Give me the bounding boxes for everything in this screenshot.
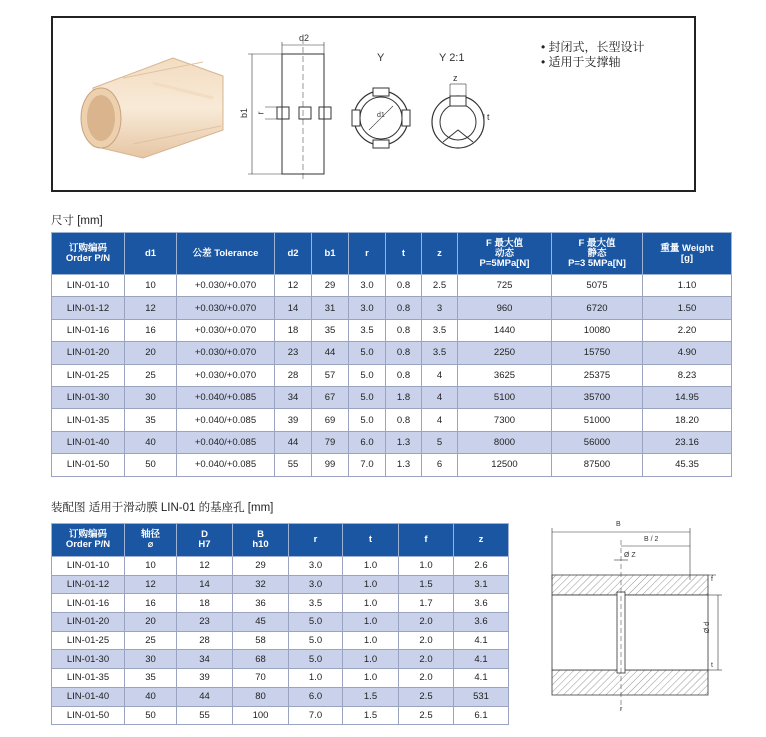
table-cell: 6.1 — [454, 706, 509, 725]
label-d1: d1 — [377, 112, 385, 119]
table-cell: 44 — [177, 687, 233, 706]
table-cell: 2.0 — [399, 631, 454, 650]
table-cell: 25 — [125, 631, 177, 650]
table-cell: 1.3 — [386, 454, 422, 476]
column-header — [422, 233, 458, 275]
label-f: f — [711, 576, 713, 583]
column-header-line: P=3 5MPa[N] — [568, 257, 626, 269]
table-cell: LIN-01-10 — [52, 275, 125, 297]
table-cell: 3.5 — [422, 342, 458, 364]
table-row — [52, 631, 509, 650]
table-cell: 15750 — [552, 342, 643, 364]
table-header-row — [52, 233, 732, 275]
table-cell: 5 — [422, 431, 458, 453]
table-cell: 531 — [454, 687, 509, 706]
label-z: z — [453, 73, 458, 83]
table-cell: 18.20 — [643, 409, 732, 431]
table-cell: 0.8 — [386, 319, 422, 341]
column-header-line: [g] — [680, 252, 694, 264]
table-cell: 1.3 — [386, 431, 422, 453]
table-cell: LIN-01-30 — [52, 386, 125, 408]
table-cell: 6720 — [552, 297, 643, 319]
table-cell: 3.6 — [454, 613, 509, 632]
table-cell: 79 — [312, 431, 349, 453]
table-cell: 39 — [275, 409, 312, 431]
table-cell: 28 — [275, 364, 312, 386]
column-header-line: t — [368, 534, 373, 545]
table-row — [52, 454, 732, 476]
column-header-line: F 最大值 — [578, 237, 616, 249]
table-row — [52, 431, 732, 453]
table-cell: 1.50 — [643, 297, 732, 319]
table-cell: 34 — [275, 386, 312, 408]
table-cell: 45 — [233, 613, 289, 632]
table-cell: +0.030/+0.070 — [177, 364, 275, 386]
table-cell: 12500 — [458, 454, 552, 476]
table-cell: 99 — [312, 454, 349, 476]
table-cell: 1.0 — [343, 650, 399, 669]
table-cell: 23 — [177, 613, 233, 632]
feature-list — [541, 40, 645, 70]
label-t: t — [487, 112, 490, 122]
feature-item: • 封闭式，长型设计 — [541, 40, 645, 54]
column-header — [125, 524, 177, 557]
table-cell: LIN-01-30 — [52, 650, 125, 669]
table-cell: 12 — [125, 297, 177, 319]
table-cell: 2.0 — [399, 613, 454, 632]
table-cell: 35 — [125, 409, 177, 431]
table-cell: 5075 — [552, 275, 643, 297]
table-cell: 25 — [125, 364, 177, 386]
table-row — [52, 613, 509, 632]
column-header-line: B — [257, 529, 264, 540]
table-cell: 10 — [125, 557, 177, 576]
table-cell: 6.0 — [289, 687, 343, 706]
table-cell: 67 — [312, 386, 349, 408]
column-header — [52, 524, 125, 557]
table-cell: 28 — [177, 631, 233, 650]
table-cell: 5.0 — [349, 386, 386, 408]
table-cell: LIN-01-20 — [52, 613, 125, 632]
table-cell: 2.6 — [454, 557, 509, 576]
column-header-line: h10 — [252, 539, 269, 550]
column-header-line: 公差 Tolerance — [192, 247, 259, 259]
housing-bore-table — [51, 523, 509, 725]
table-cell: 25375 — [552, 364, 643, 386]
table-cell: LIN-01-12 — [52, 575, 125, 594]
table-row — [52, 706, 509, 725]
table-cell: +0.030/+0.070 — [177, 297, 275, 319]
table-cell: 3.6 — [454, 594, 509, 613]
table-cell: 1440 — [458, 319, 552, 341]
column-header — [458, 233, 552, 275]
table-cell: 35 — [312, 319, 349, 341]
table-cell: 55 — [275, 454, 312, 476]
column-header-line: z — [478, 534, 484, 545]
assembly-caption: 装配图 适用于滑动膜 LIN-01 的基座孔 [mm] — [51, 502, 274, 514]
column-header-line: 轴径 — [140, 529, 160, 540]
table-cell: 35700 — [552, 386, 643, 408]
table-cell: 80 — [233, 687, 289, 706]
column-header-line: z — [437, 247, 442, 259]
table-cell: 50 — [125, 706, 177, 725]
label-b-half: B / 2 — [644, 536, 659, 543]
table-cell: 23.16 — [643, 431, 732, 453]
table-cell: 40 — [125, 431, 177, 453]
column-header — [125, 233, 177, 275]
table-cell: 39 — [177, 669, 233, 688]
table-cell: 8000 — [458, 431, 552, 453]
label-r: r — [620, 706, 623, 713]
table-cell: 69 — [312, 409, 349, 431]
table-cell: +0.040/+0.085 — [177, 431, 275, 453]
column-header-line: b1 — [324, 247, 336, 259]
column-header-line: ⌀ — [147, 539, 154, 550]
table-cell: 1.0 — [343, 613, 399, 632]
label-y: Y — [377, 52, 385, 64]
table-cell: 23 — [275, 342, 312, 364]
assembly-drawing — [540, 520, 730, 720]
table-cell: 6 — [422, 454, 458, 476]
table-row — [52, 557, 509, 576]
column-header-line: r — [313, 534, 318, 545]
table-cell: 50 — [125, 454, 177, 476]
table-cell: 1.8 — [386, 386, 422, 408]
table-cell: 3.0 — [349, 297, 386, 319]
label-b1: b1 — [239, 107, 250, 119]
table-cell: 2.0 — [399, 669, 454, 688]
table-cell: 3.5 — [349, 319, 386, 341]
table-cell: 10 — [125, 275, 177, 297]
table-row — [52, 386, 732, 408]
table-cell: LIN-01-50 — [52, 706, 125, 725]
table-cell: 2250 — [458, 342, 552, 364]
label-y-scale: Y 2:1 — [439, 52, 465, 64]
table-row — [52, 687, 509, 706]
table-cell: 70 — [233, 669, 289, 688]
table-cell: 4 — [422, 409, 458, 431]
column-header-line: Order P/N — [65, 539, 111, 550]
table-cell: 960 — [458, 297, 552, 319]
table-cell: 30 — [125, 650, 177, 669]
table-cell: +0.040/+0.085 — [177, 386, 275, 408]
table-cell: LIN-01-25 — [52, 631, 125, 650]
table-cell: 100 — [233, 706, 289, 725]
column-header-line: 重量 Weight — [660, 242, 714, 254]
table-cell: 2.0 — [399, 650, 454, 669]
table-cell: 29 — [233, 557, 289, 576]
column-header-line: d2 — [287, 247, 299, 259]
table-cell: 1.0 — [343, 557, 399, 576]
table-cell: 0.8 — [386, 275, 422, 297]
bushing-side-view — [248, 38, 331, 180]
table-cell: 5.0 — [349, 342, 386, 364]
table-cell: +0.030/+0.070 — [177, 275, 275, 297]
table-cell: 12 — [275, 275, 312, 297]
table-cell: 1.5 — [399, 575, 454, 594]
table-cell: 7300 — [458, 409, 552, 431]
table-cell: LIN-01-25 — [52, 364, 125, 386]
column-header — [275, 233, 312, 275]
column-header — [454, 524, 509, 557]
label-dia-d: Ø d — [704, 621, 712, 634]
table-cell: 3.5 — [289, 594, 343, 613]
table-cell: 12 — [177, 557, 233, 576]
column-header-line: f — [424, 534, 428, 545]
table-row — [52, 409, 732, 431]
column-header-line: r — [365, 247, 369, 259]
table-cell: 10080 — [552, 319, 643, 341]
column-header — [177, 524, 233, 557]
column-header — [399, 524, 454, 557]
table-cell: 51000 — [552, 409, 643, 431]
table-cell: 1.0 — [343, 594, 399, 613]
table-cell: 0.8 — [386, 297, 422, 319]
table-cell: 32 — [233, 575, 289, 594]
table-cell: 3625 — [458, 364, 552, 386]
table-cell: 2.5 — [422, 275, 458, 297]
table-cell: 34 — [177, 650, 233, 669]
column-header — [289, 524, 343, 557]
table-cell: 3.5 — [422, 319, 458, 341]
table-cell: +0.040/+0.085 — [177, 454, 275, 476]
table-cell: 4.1 — [454, 650, 509, 669]
table-cell: 18 — [275, 319, 312, 341]
table-cell: 44 — [275, 431, 312, 453]
table-cell: 58 — [233, 631, 289, 650]
table-cell: 2.5 — [399, 706, 454, 725]
table-cell: LIN-01-35 — [52, 409, 125, 431]
label-dia-z: Ø Z — [624, 552, 636, 559]
table-cell: 3 — [422, 297, 458, 319]
table-cell: +0.030/+0.070 — [177, 319, 275, 341]
dimensions-caption: 尺寸 [mm] — [51, 215, 103, 227]
column-header — [349, 233, 386, 275]
bushing-detail-view — [432, 84, 484, 148]
table-cell: 1.5 — [343, 687, 399, 706]
table-cell: 4.90 — [643, 342, 732, 364]
table-cell: 14 — [275, 297, 312, 319]
table-cell: 1.0 — [289, 669, 343, 688]
table-row — [52, 594, 509, 613]
table-cell: 5.0 — [349, 364, 386, 386]
table-row — [52, 342, 732, 364]
table-cell: 3.0 — [289, 575, 343, 594]
table-row — [52, 575, 509, 594]
table-cell: 6.0 — [349, 431, 386, 453]
table-row — [52, 669, 509, 688]
table-cell: LIN-01-20 — [52, 342, 125, 364]
table-cell: 2.20 — [643, 319, 732, 341]
table-cell: 4.1 — [454, 631, 509, 650]
table-cell: 20 — [125, 342, 177, 364]
table-cell: 3.0 — [289, 557, 343, 576]
dimensions-table — [51, 232, 732, 477]
table-cell: 55 — [177, 706, 233, 725]
table-cell: 68 — [233, 650, 289, 669]
column-header-line: H7 — [198, 539, 211, 550]
table-cell: 1.0 — [343, 669, 399, 688]
table-cell: 40 — [125, 687, 177, 706]
table-cell: 44 — [312, 342, 349, 364]
table-cell: 29 — [312, 275, 349, 297]
table-cell: +0.040/+0.085 — [177, 409, 275, 431]
table-cell: 35 — [125, 669, 177, 688]
column-header-line: t — [401, 247, 406, 259]
table-cell: LIN-01-40 — [52, 431, 125, 453]
table-cell: 3.1 — [454, 575, 509, 594]
table-cell: LIN-01-50 — [52, 454, 125, 476]
table-cell: 0.8 — [386, 409, 422, 431]
table-cell: LIN-01-40 — [52, 687, 125, 706]
table-cell: 16 — [125, 594, 177, 613]
table-cell: 1.0 — [399, 557, 454, 576]
table-cell: 725 — [458, 275, 552, 297]
table-cell: LIN-01-12 — [52, 297, 125, 319]
table-cell: 2.5 — [399, 687, 454, 706]
column-header-line: Order P/N — [65, 252, 111, 264]
table-cell: 14.95 — [643, 386, 732, 408]
table-cell: LIN-01-10 — [52, 557, 125, 576]
column-header — [552, 233, 643, 275]
column-header — [52, 233, 125, 275]
table-cell: 36 — [233, 594, 289, 613]
table-cell: 5.0 — [289, 631, 343, 650]
table-cell: 5.0 — [289, 613, 343, 632]
table-cell: 57 — [312, 364, 349, 386]
table-cell: LIN-01-35 — [52, 669, 125, 688]
column-header — [343, 524, 399, 557]
feature-item: • 适用于支撑轴 — [541, 55, 621, 69]
column-header — [386, 233, 422, 275]
label-r: r — [255, 111, 266, 115]
table-cell: 5.0 — [289, 650, 343, 669]
table-cell: 1.0 — [343, 631, 399, 650]
table-cell: 1.0 — [343, 575, 399, 594]
table-row — [52, 650, 509, 669]
column-header-line: 静态 — [587, 247, 607, 259]
table-cell: 1.7 — [399, 594, 454, 613]
column-header — [177, 233, 275, 275]
label-d2: d2 — [299, 33, 310, 43]
table-cell: 0.8 — [386, 364, 422, 386]
table-cell: 30 — [125, 386, 177, 408]
table-cell: 31 — [312, 297, 349, 319]
table-cell: 4 — [422, 364, 458, 386]
column-header-line: d1 — [144, 247, 157, 259]
table-cell: +0.030/+0.070 — [177, 342, 275, 364]
table-cell: 8.23 — [643, 364, 732, 386]
housing-section-drawing — [540, 520, 730, 720]
column-header-line: 动态 — [494, 247, 514, 259]
table-row — [52, 297, 732, 319]
table-header-row — [52, 524, 509, 557]
label-t: t — [711, 662, 713, 669]
table-row — [52, 275, 732, 297]
bushing-3d-image — [81, 58, 223, 158]
table-cell: 87500 — [552, 454, 643, 476]
table-cell: 1.10 — [643, 275, 732, 297]
column-header-line: D — [201, 529, 208, 540]
column-header-line: F 最大值 — [486, 237, 523, 249]
table-cell: LIN-01-16 — [52, 319, 125, 341]
product-drawing-panel — [51, 16, 696, 192]
table-cell: 5100 — [458, 386, 552, 408]
table-cell: 7.0 — [349, 454, 386, 476]
column-header — [643, 233, 732, 275]
column-header-line: 订购编码 — [68, 242, 107, 254]
table-cell: 4 — [422, 386, 458, 408]
table-cell: 4.1 — [454, 669, 509, 688]
table-cell: 12 — [125, 575, 177, 594]
column-header-line: 订购编码 — [68, 529, 107, 540]
table-cell: 18 — [177, 594, 233, 613]
table-cell: 3.0 — [349, 275, 386, 297]
column-header-line: P=5MPa[N] — [479, 257, 530, 269]
label-b: B — [616, 521, 621, 528]
table-row — [52, 319, 732, 341]
table-row — [52, 364, 732, 386]
table-cell: 45.35 — [643, 454, 732, 476]
table-cell: 1.5 — [343, 706, 399, 725]
table-cell: LIN-01-16 — [52, 594, 125, 613]
table-cell: 0.8 — [386, 342, 422, 364]
column-header — [312, 233, 349, 275]
table-cell: 56000 — [552, 431, 643, 453]
table-cell: 5.0 — [349, 409, 386, 431]
table-cell: 7.0 — [289, 706, 343, 725]
table-cell: 16 — [125, 319, 177, 341]
table-cell: 20 — [125, 613, 177, 632]
table-cell: 14 — [177, 575, 233, 594]
column-header — [233, 524, 289, 557]
